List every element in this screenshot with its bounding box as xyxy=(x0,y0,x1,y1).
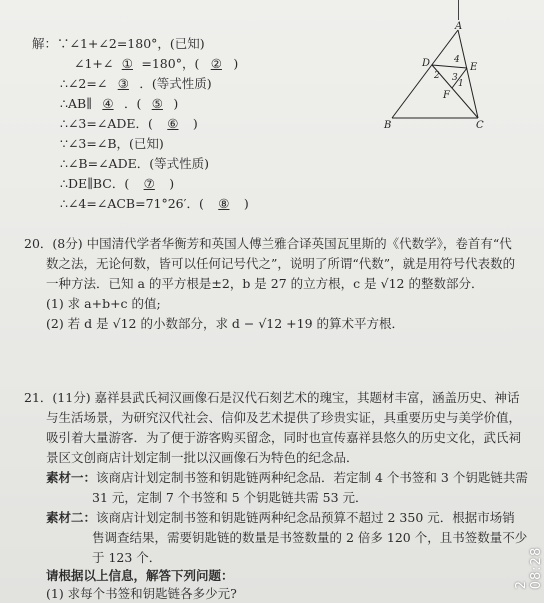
text: 解：∵∠1+∠2=180°，(已知) xyxy=(32,36,205,51)
solution-line-6 xyxy=(60,136,164,152)
q21-line-4: 景区文创商店计划定制一批以汉画像石为特色的纪念品． xyxy=(46,450,359,465)
text: ∴∠4=∠ACB=71°26′．( xyxy=(60,196,204,211)
q20-part-1: (1) 求 a+b+c 的值; xyxy=(46,296,161,311)
text: ∵∠3=∠B，(已知) xyxy=(60,136,164,151)
text: 该商店计划定制书签和钥匙链两种纪念品．若定制 4 个书签和 3 个钥匙链共需 xyxy=(96,470,528,485)
material-2-label: 素材二： xyxy=(46,510,97,525)
solution-line-8 xyxy=(60,176,174,192)
text: ．(等式性质) xyxy=(139,76,212,91)
text: ) xyxy=(233,56,239,71)
blank-8: ⑧ xyxy=(218,196,230,211)
text: ) xyxy=(243,196,249,211)
q21-instruction: 请根据以上信息，解答下列问题： xyxy=(46,568,234,583)
triangle-diagram xyxy=(380,20,500,135)
q21-material-2-cont-2: 于 123 个． xyxy=(92,550,162,565)
text: ∴AB∥ xyxy=(60,96,92,111)
text: ∴∠B=∠ADE．(等式性质) xyxy=(60,156,209,171)
label-b: B xyxy=(384,120,392,131)
label-angle-3: 3 xyxy=(452,73,458,83)
text: ) xyxy=(192,116,198,131)
q21-material-1-cont: 31 元，定制 7 个书签和 5 个钥匙链共需 53 元． xyxy=(92,490,368,505)
blank-6: ⑥ xyxy=(167,116,179,131)
blank-1: ① xyxy=(121,56,133,71)
q20-line-1: 20．(8分) 中国清代学者华衡芳和英国人傅兰雅合译英国瓦里斯的《代数学》，卷首有“代 xyxy=(24,236,512,251)
timestamp-text: 2 08:28 xyxy=(514,546,544,590)
text: ．( xyxy=(123,96,142,111)
q20-line-3: 一种方法．已知 a 的平方根是±2，b 是 27 的立方根，c 是 √12 的整数部分． xyxy=(46,276,484,291)
q21-part-1: (1) 求每个书签和钥匙链各多少元? xyxy=(46,586,237,601)
blank-4: ④ xyxy=(102,96,114,111)
material-1-label: 素材一： xyxy=(46,470,97,485)
solution-line-9 xyxy=(60,196,249,212)
q21-line-1: 21．(11分) 嘉祥县武氏祠汉画像石是汉代石刻艺术的瑰宝，其题材丰富，涵盖历史、神话 xyxy=(24,390,520,405)
label-angle-2: 2 xyxy=(434,71,440,81)
blank-7: ⑦ xyxy=(143,176,155,191)
text: ∴∠3=∠ADE．( xyxy=(60,116,153,131)
text: =180°，( xyxy=(141,56,200,71)
text: ∴DE∥BC．( xyxy=(60,176,130,191)
solution-line-3 xyxy=(60,76,212,92)
edge-de xyxy=(432,65,467,68)
blank-2: ② xyxy=(210,56,222,71)
label-f: F xyxy=(443,90,450,101)
q21-material-2 xyxy=(46,510,515,526)
q21-material-1 xyxy=(46,470,528,486)
solution-line-2 xyxy=(74,56,238,72)
solution-line-7 xyxy=(60,156,209,172)
label-d: D xyxy=(422,58,431,69)
text: ) xyxy=(173,96,179,111)
q20-line-2: 数之法，无论何数，皆可以任何记号代之”，说明了所谓“代数”，就是用符号代表数的 xyxy=(46,256,516,271)
margin-line xyxy=(458,0,459,20)
edge-ab xyxy=(392,30,458,118)
label-angle-1: 1 xyxy=(458,79,464,89)
q20-part-2: (2) 若 d 是 √12 的小数部分，求 d − √12 +19 的算术平方根． xyxy=(46,316,405,331)
q21-line-2: 与生活场景，为研究汉代社会、信仰及艺术提供了珍贵实证，具重要历史与美学价值， xyxy=(46,410,522,425)
text: ∠1+∠ xyxy=(74,56,114,71)
q21-material-2-cont-1: 售调查结果，需要钥匙链的数量是书签数量的 2 倍多 120 个，且书签数量不少 xyxy=(92,530,528,545)
text: 该商店计划定制书签和钥匙链两种纪念品预算不超过 2 350 元．根据市场销 xyxy=(96,510,515,525)
text: ) xyxy=(169,176,175,191)
edge-ac xyxy=(458,30,478,118)
solution-line-1 xyxy=(32,36,205,52)
blank-3: ③ xyxy=(117,76,129,91)
solution-line-4 xyxy=(60,96,178,112)
label-e: E xyxy=(470,62,478,73)
text: ∴∠2=∠ xyxy=(60,76,108,91)
q21-line-3: 吸引着大量游客．为了便于游客购买留念，同时也宣传嘉祥县悠久的历史文化，武氏祠 xyxy=(46,430,522,445)
label-c: C xyxy=(476,120,484,131)
label-angle-4: 4 xyxy=(454,55,460,65)
timestamp-overlay xyxy=(516,540,542,596)
label-a: A xyxy=(455,21,463,32)
blank-5: ⑤ xyxy=(151,96,163,111)
solution-line-5 xyxy=(60,116,198,132)
